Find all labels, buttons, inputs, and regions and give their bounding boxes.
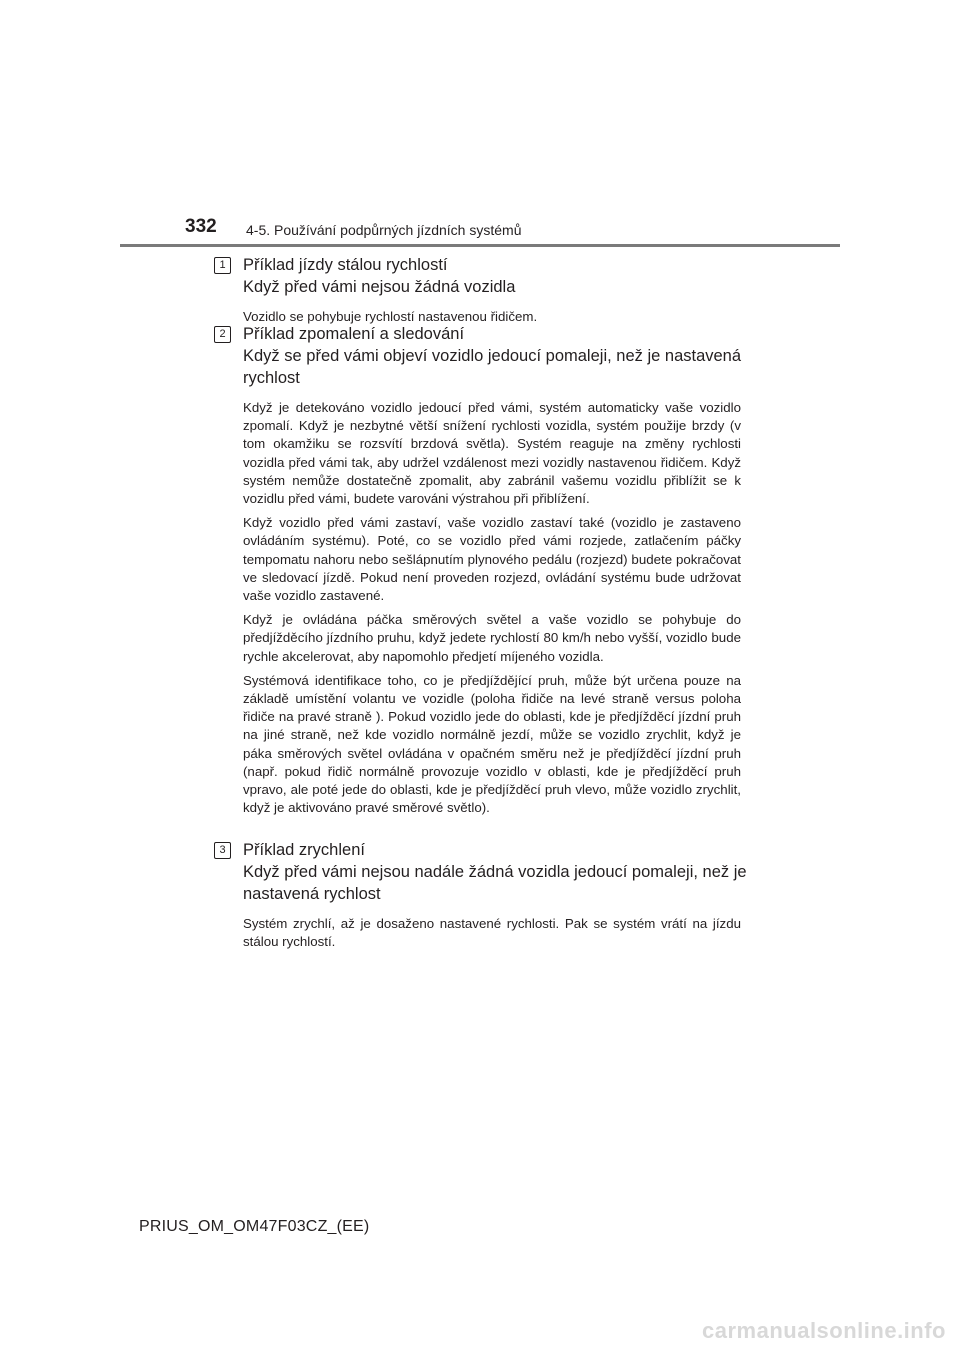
item-1-heading-line2: Když před vámi nejsou žádná vozidla	[243, 278, 516, 296]
page-number: 332	[185, 216, 217, 237]
item-2-heading-line2: Když se před vámi objeví vozidlo jedoucí pomaleji, než je nastavená rychlost	[243, 347, 742, 387]
item-2-heading-line1: Příklad zpomalení a sledování	[243, 325, 465, 343]
item-1-badge: 1	[214, 257, 231, 274]
item-1-heading-line1: Příklad jízdy stálou rychlostí	[243, 256, 448, 274]
item-2-para-3: Když je ovládána páčka směrových světel a vaše vozidlo se pohybuje do předjížděcího jízdního pruhu, když jedete rychlostí 80 km/h nebo vyšší, vozidlo bude rychle akcelerovat, aby napomohlo předjetí míjeného vozidla.	[243, 612, 741, 664]
item-3-heading-line2: Když před vámi nejsou nadále žádná vozidla jedoucí pomaleji, než je nastavená rychlost	[243, 863, 747, 903]
item-3-heading	[243, 839, 754, 905]
item-2-badge: 2	[214, 326, 231, 343]
item-3-para-1: Systém zrychlí, až je dosaženo nastavené rychlosti. Pak se systém vrátí na jízdu stálou rychlostí.	[243, 916, 741, 950]
item-1-para-1: Vozidlo se pohybuje rychlostí nastavenou řidičem.	[243, 309, 538, 324]
item-2	[214, 323, 754, 817]
item-3	[214, 839, 754, 951]
item-2-heading	[243, 323, 754, 389]
item-1-heading	[243, 254, 754, 298]
item-3-heading-line1: Příklad zrychlení	[243, 841, 365, 859]
item-2-para-4: Systémová identifikace toho, co je předjíždějící pruh, může být určena pouze na základě umístění volantu ve vozidle (poloha řidiče na levé straně versus poloha řidiče na pravé straně ). Pokud vozidlo jede do oblasti, kde je předjížděcí jízdní pruh na jiné straně, než kde vozidlo normálně jezdí, může se vozidlo zrychlit, když je páka směrových světel ovládána v opačném směru než je předjížděcí jízdní pruh (např. pokud řidič normálně provozuje vozidlo v oblasti, kde je předjížděcí pruh vpravo, ale poté jede do oblasti, kde je předjížděcí pruh vlevo, může vozidlo zrychlit, když je aktivováno pravé směrové světlo).	[243, 672, 741, 816]
section-title: 4-5. Používání podpůrných jízdních systémů	[246, 222, 522, 238]
item-1	[214, 254, 754, 326]
footer-doc-code: PRIUS_OM_OM47F03CZ_(EE)	[139, 1218, 370, 1235]
item-3-badge: 3	[214, 842, 231, 859]
watermark: carmanualsonline.info	[702, 1318, 946, 1343]
item-2-para-1: Když je detekováno vozidlo jedoucí před vámi, systém automaticky vaše vozidlo zpomalí. Když je nezbytné větší snížení rychlosti vozidla, systém použije brzdy (v tom okamžiku se rozsvítí brzdová světla). Systém reaguje na změny rychlosti vozidla před vámi tak, aby udržel vzdálenost mezi vozidly nastavenou řidičem. Když systém nemůže dostatečně zpomalit, aby zabránil vašemu vozidlu přiblížit se k vozidlu před vámi, budete varováni výstrahou při přiblížení.	[243, 400, 741, 507]
header-rule	[120, 244, 840, 247]
item-2-para-2: Když vozidlo před vámi zastaví, vaše vozidlo zastaví také (vozidlo je zastaveno ovládáním systému). Poté, co se vozidlo před vámi rozjede, zatlačením páčky tempomatu nahoru nebo sešlápnutím plynového pedálu (rozjezd) budete pokračovat ve sledovací jízdě. Pokud není proveden rozjezd, ovládání systému bude udržovat vaše vozidlo zastavené.	[243, 515, 741, 604]
